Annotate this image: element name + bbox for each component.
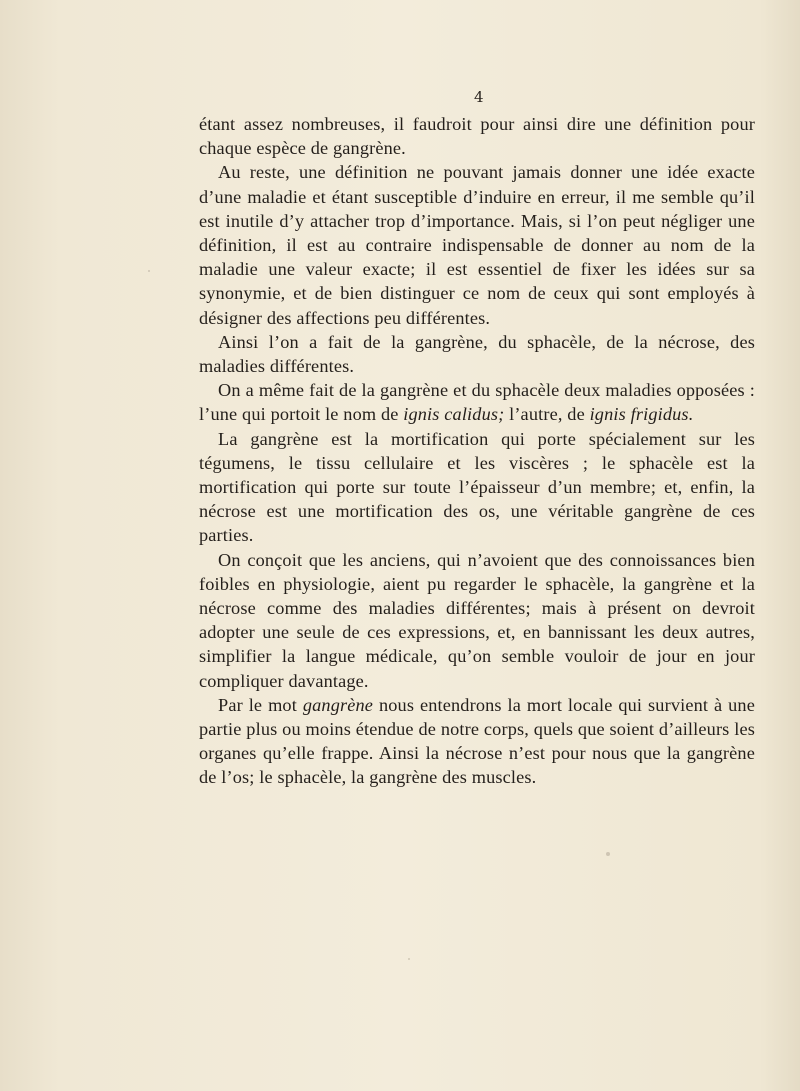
paragraph-4-part-1: On a même fait de la gangrène et du sphacèle deux maladies opposées : l’une qui portoit le nom de xyxy=(199,380,755,425)
paragraph-2: Au reste, une définition ne pouvant jamais donner une idée exacte d’une maladie et étant susceptible d’induire en erreur, il me semble qu’il est inutile d’y attacher trop d’importance. Mais, si l’on peut négliger une définition, il est au contraire indispensable de donner au nom de la maladie une valeur exacte; il est essentiel de fixer les idées sur sa synonymie, et de bien distinguer ce nom de ceux qui sont employés à désigner des affections peu différentes. xyxy=(199,162,755,328)
paragraph-3: Ainsi l’on a fait de la gangrène, du sphacèle, de la nécrose, des maladies différentes. xyxy=(199,331,755,377)
body-text xyxy=(199,112,755,790)
paragraph-6: On conçoit que les anciens, qui n’avoient que des connoissances bien foibles en physiologie, aient pu regarder le sphacèle, la gangrène et la nécrose comme des maladies différentes; mais à présent on devroit adopter une seule de ces expressions, et, en bannissant les deux autres, simplifier la langue médicale, qu’on semble vouloir de jour en jour compliquer davantage. xyxy=(199,549,755,691)
page-number: 4 xyxy=(474,88,484,106)
paragraph-4-part-2: l’autre, de xyxy=(504,404,590,425)
paragraph-7 xyxy=(199,693,755,790)
paper-speck xyxy=(148,270,150,272)
paragraph-7-part-1: Par le mot xyxy=(218,694,303,715)
paragraph-4 xyxy=(199,378,755,426)
paragraph-1: étant assez nombreuses, il faudroit pour ainsi dire une définition pour chaque espèce de gangrène. xyxy=(199,114,755,159)
paragraph-7-part-2: nous entendrons la mort locale qui survient à une partie plus ou moins étendue de notre corps, quels que soient d’ailleurs les organes qu’elle frappe. Ainsi la nécrose n’est pour nous que la gangrène de l’os; le sphacèle, la gangrène des muscles. xyxy=(199,694,755,788)
paper-speck xyxy=(606,852,610,856)
paper-speck xyxy=(408,958,410,960)
paragraph-7-term: gangrène xyxy=(302,694,374,715)
paragraph-5: La gangrène est la mortification qui porte spécialement sur les tégumens, le tissu cellulaire et les viscères ; le sphacèle est la mortification qui porte sur toute l’épaisseur d’un membre; et, enfin, la nécrose est une mortification des os, une véritable gangrène de ces parties. xyxy=(199,428,755,546)
paragraph-4-latin-term-1: ignis calidus; xyxy=(403,404,505,425)
paragraph-4-latin-term-2: ignis frigidus. xyxy=(589,404,694,425)
